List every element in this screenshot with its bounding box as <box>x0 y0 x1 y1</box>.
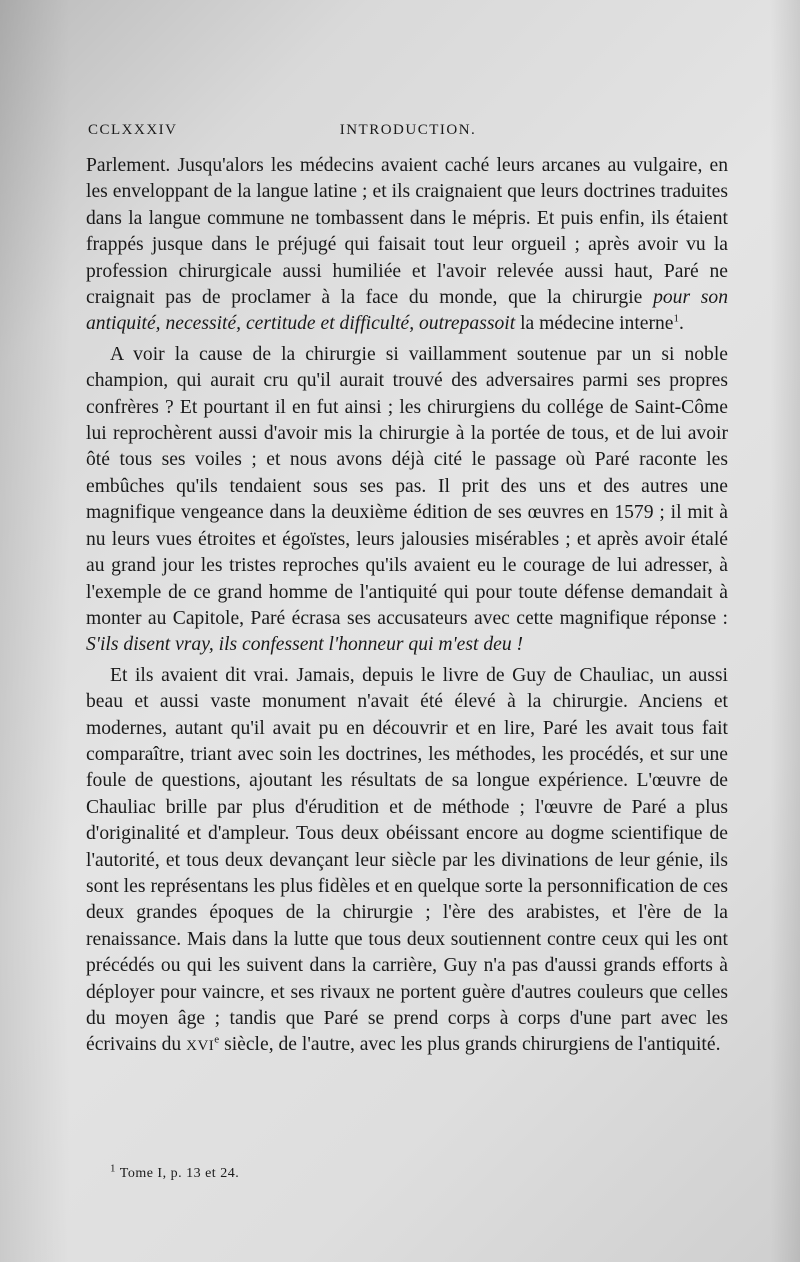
italic-quote: pour son antiquité, necessité, certitude et difficulté, outrepassoit <box>86 287 728 335</box>
footnote-ref: 1 <box>673 312 679 325</box>
edge-shadow <box>770 0 800 1262</box>
text-run: A voir la cause de la chirurgie si vaillamment soutenue par un si noble champion, qui aurait cru qu'il aurait trouvé des adversaires parmi ses propres confrères ? Et pourtant il en fut ainsi ; les chirurgiens du collége de Saint-Côme lui reprochèrent aussi d'avoir mis la chirurgie à la portée de tous, et de lui avoir ôté tous ses voiles ; et nous avons déjà cité le passage où Paré raconte les embûches qu'ils tendaient sous ses pas. Il prit des uns et des autres une magnifique vengeance dans la deuxième édition de ses œuvres en 1579 ; il mit à nu leurs vues étroites et égoïstes, leurs jalousies misérables ; et après avoir étalé au grand jour les tristes reproches qu'ils avaient eu le courage de lui adresser, à l'exemple de ce grand homme de l'antiquité qui pour toute défense demandait à monter au Capitole, Paré écrasa ses accusateurs avec cette magnifique réponse : <box>86 343 728 629</box>
footnote <box>110 1162 710 1182</box>
text-run: la médecine interne <box>515 313 674 335</box>
paragraph-1 <box>86 153 728 338</box>
page-header <box>88 122 728 144</box>
footnote-text: Tome I, p. 13 et 24. <box>116 1166 240 1181</box>
text-run: . <box>678 313 684 335</box>
paragraph-2 <box>86 342 728 659</box>
superscript: e <box>214 1033 220 1046</box>
text-run: Parlement. Jusqu'alors les médecins avaient caché leurs arcanes au vulgaire, en les enveloppant de la langue latine ; et ils craignaient que leurs doctrines traduites dans la langue commune ne tombassent dans le mépris. Et puis enfin, ils étaient frappés jusque dans le préjugé qui faisait tout leur orgueil ; après avoir vu la profession chirurgicale aussi humiliée et l'avoir relevée aussi haut, Paré ne craignait pas de proclamer à la face du monde, que la chirurgie <box>86 155 728 309</box>
italic-quote: S'ils disent vray, ils confessent l'honneur qui m'est deu ! <box>86 634 524 656</box>
paragraph-3 <box>86 663 728 1060</box>
footnote-mark: 1 <box>110 1162 116 1175</box>
body-text <box>86 153 728 1060</box>
running-title: INTRODUCTION. <box>339 122 477 138</box>
page-number: CCLXXXIV <box>88 122 178 138</box>
text-run: siècle, de l'autre, avec les plus grands chirurgiens de l'antiquité. <box>219 1034 721 1056</box>
gutter-shadow <box>0 0 70 1262</box>
small-caps-numeral: XVI <box>186 1038 215 1055</box>
text-run: Et ils avaient dit vrai. Jamais, depuis le livre de Guy de Chauliac, un aussi beau et aussi vaste monument n'avait été élevé à la chirurgie. Anciens et modernes, autant qu'il avait pu en découvrir et en lire, Paré les avait tous fait comparaître, triant avec soin les doctrines, les méthodes, les procédés, et sur une foule de questions, ajoutant les résultats de sa longue expérience. L'œuvre de Chauliac brille par plus d'érudition et de méthode ; l'œuvre de Paré a plus d'originalité et d'ampleur. Tous deux obéissant encore au dogme scientifique de l'autorité, et tous deux devançant leur siècle par les divinations de leur génie, ils sont les représentans les plus fidèles et en quelque sorte la personnification de ces deux grandes époques de la chirurgie ; l'ère des arabistes, et l'ère de la renaissance. Mais dans la lutte que tous deux soutiennent contre ceux qui les ont précédés ou qui les suivent dans la carrière, Guy n'a pas d'aussi grands efforts à déployer pour vaincre, et ses rivaux ne portent guère d'autres couleurs que celles du moyen âge ; tandis que Paré se prend corps à corps d'une part avec les écrivains du <box>86 664 728 1056</box>
